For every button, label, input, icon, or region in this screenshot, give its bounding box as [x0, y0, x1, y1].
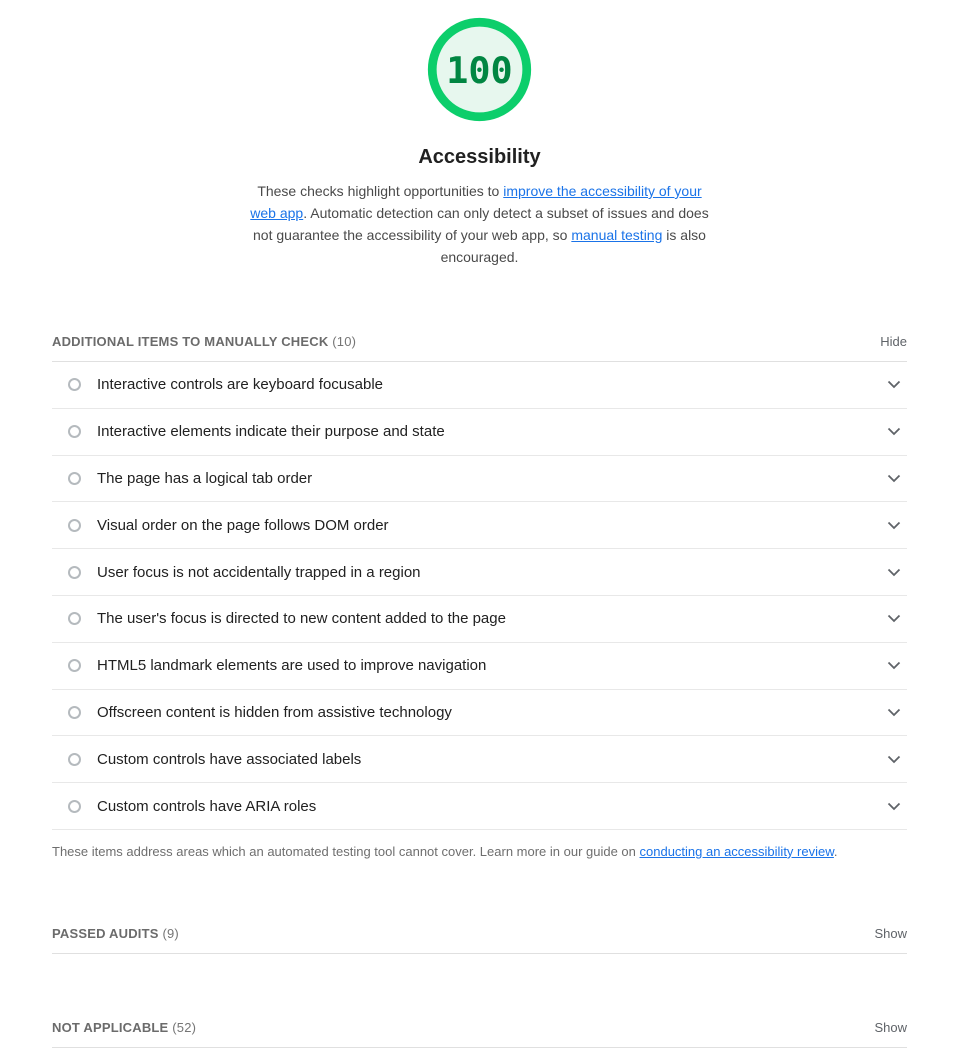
audit-status-circle-icon [68, 706, 81, 719]
manual-check-row[interactable] [52, 502, 907, 549]
manual-check-row[interactable] [52, 783, 907, 830]
not-applicable-section [52, 1020, 907, 1048]
score-gauge[interactable] [427, 17, 532, 122]
manual-check-row[interactable] [52, 690, 907, 737]
not-applicable-title-text: NOT APPLICABLE [52, 1019, 169, 1035]
chevron-down-icon[interactable] [887, 568, 901, 577]
manual-check-label: Custom controls have associated labels [97, 750, 362, 768]
not-applicable-count: (52) [172, 1019, 197, 1035]
manual-check-row[interactable] [52, 643, 907, 690]
manual-check-row[interactable] [52, 409, 907, 456]
chevron-down-icon[interactable] [887, 708, 901, 717]
manual-check-label: User focus is not accidentally trapped in a region [97, 563, 421, 581]
description-text-pre: These checks highlight opportunities to [257, 183, 504, 199]
passed-audits-title [52, 926, 179, 941]
audit-status-circle-icon [68, 519, 81, 532]
manual-testing-link[interactable]: manual testing [571, 227, 663, 243]
chevron-down-icon[interactable] [887, 521, 901, 530]
audit-status-circle-icon [68, 472, 81, 485]
audit-status-circle-icon [68, 378, 81, 391]
manual-checks-header [52, 334, 907, 362]
audit-status-circle-icon [68, 800, 81, 813]
manual-check-row[interactable] [52, 736, 907, 783]
manual-check-row[interactable] [52, 456, 907, 503]
audit-status-circle-icon [68, 566, 81, 579]
manual-check-label: Interactive controls are keyboard focusable [97, 376, 383, 394]
manual-checks-footer [52, 844, 907, 860]
manual-checks-section [52, 334, 907, 860]
chevron-down-icon[interactable] [887, 474, 901, 483]
chevron-down-icon[interactable] [887, 614, 901, 623]
category-title: Accessibility [418, 146, 541, 168]
chevron-down-icon[interactable] [887, 802, 901, 811]
audit-status-circle-icon [68, 612, 81, 625]
manual-check-label: HTML5 landmark elements are used to improve navigation [97, 657, 487, 675]
manual-items-list [52, 362, 907, 830]
manual-check-label: Custom controls have ARIA roles [97, 797, 317, 815]
manual-check-label: Visual order on the page follows DOM order [97, 516, 389, 534]
manual-check-row[interactable] [52, 362, 907, 409]
manual-footer-post: . [833, 843, 838, 859]
accessibility-report [52, 0, 907, 1048]
description-text-post: is also encouraged. [440, 227, 706, 265]
manual-check-label: The page has a logical tab order [97, 469, 313, 487]
chevron-down-icon[interactable] [887, 661, 901, 670]
accessibility-review-link[interactable]: conducting an accessibility review [639, 843, 834, 859]
passed-audits-count: (9) [162, 925, 179, 941]
passed-audits-show-button[interactable]: Show [874, 925, 907, 941]
audit-status-circle-icon [68, 753, 81, 766]
improve-accessibility-link[interactable]: improve the accessibility of your web app [250, 183, 702, 221]
chevron-down-icon[interactable] [887, 427, 901, 436]
description-text-mid: . Automatic detection can only detect a subset of issues and does not guarantee the accessibility of your web app, so [253, 205, 709, 243]
manual-check-row[interactable] [52, 549, 907, 596]
manual-checks-hide-button[interactable]: Hide [880, 334, 907, 349]
not-applicable-header [52, 1020, 907, 1048]
audit-status-circle-icon [68, 659, 81, 672]
passed-audits-title-text: PASSED AUDITS [52, 925, 159, 941]
score-value: 100 [446, 48, 513, 92]
manual-check-label: The user's focus is directed to new content added to the page [97, 610, 506, 628]
passed-audits-section [52, 926, 907, 954]
not-applicable-title [52, 1020, 196, 1035]
manual-check-row[interactable] [52, 596, 907, 643]
audit-status-circle-icon [68, 425, 81, 438]
manual-checks-count: (10) [332, 334, 357, 349]
manual-checks-title-text: ADDITIONAL ITEMS TO MANUALLY CHECK [52, 334, 329, 349]
passed-audits-header [52, 926, 907, 954]
not-applicable-show-button[interactable]: Show [874, 1019, 907, 1035]
manual-check-label: Offscreen content is hidden from assistive technology [97, 703, 452, 721]
chevron-down-icon[interactable] [887, 755, 901, 764]
score-gauge-section [52, 17, 907, 268]
manual-check-label: Interactive elements indicate their purpose and state [97, 423, 445, 441]
category-description [247, 180, 713, 268]
manual-footer-pre: These items address areas which an automated testing tool cannot cover. Learn more in our guide on [52, 843, 640, 859]
manual-checks-title [52, 334, 356, 349]
chevron-down-icon[interactable] [887, 380, 901, 389]
